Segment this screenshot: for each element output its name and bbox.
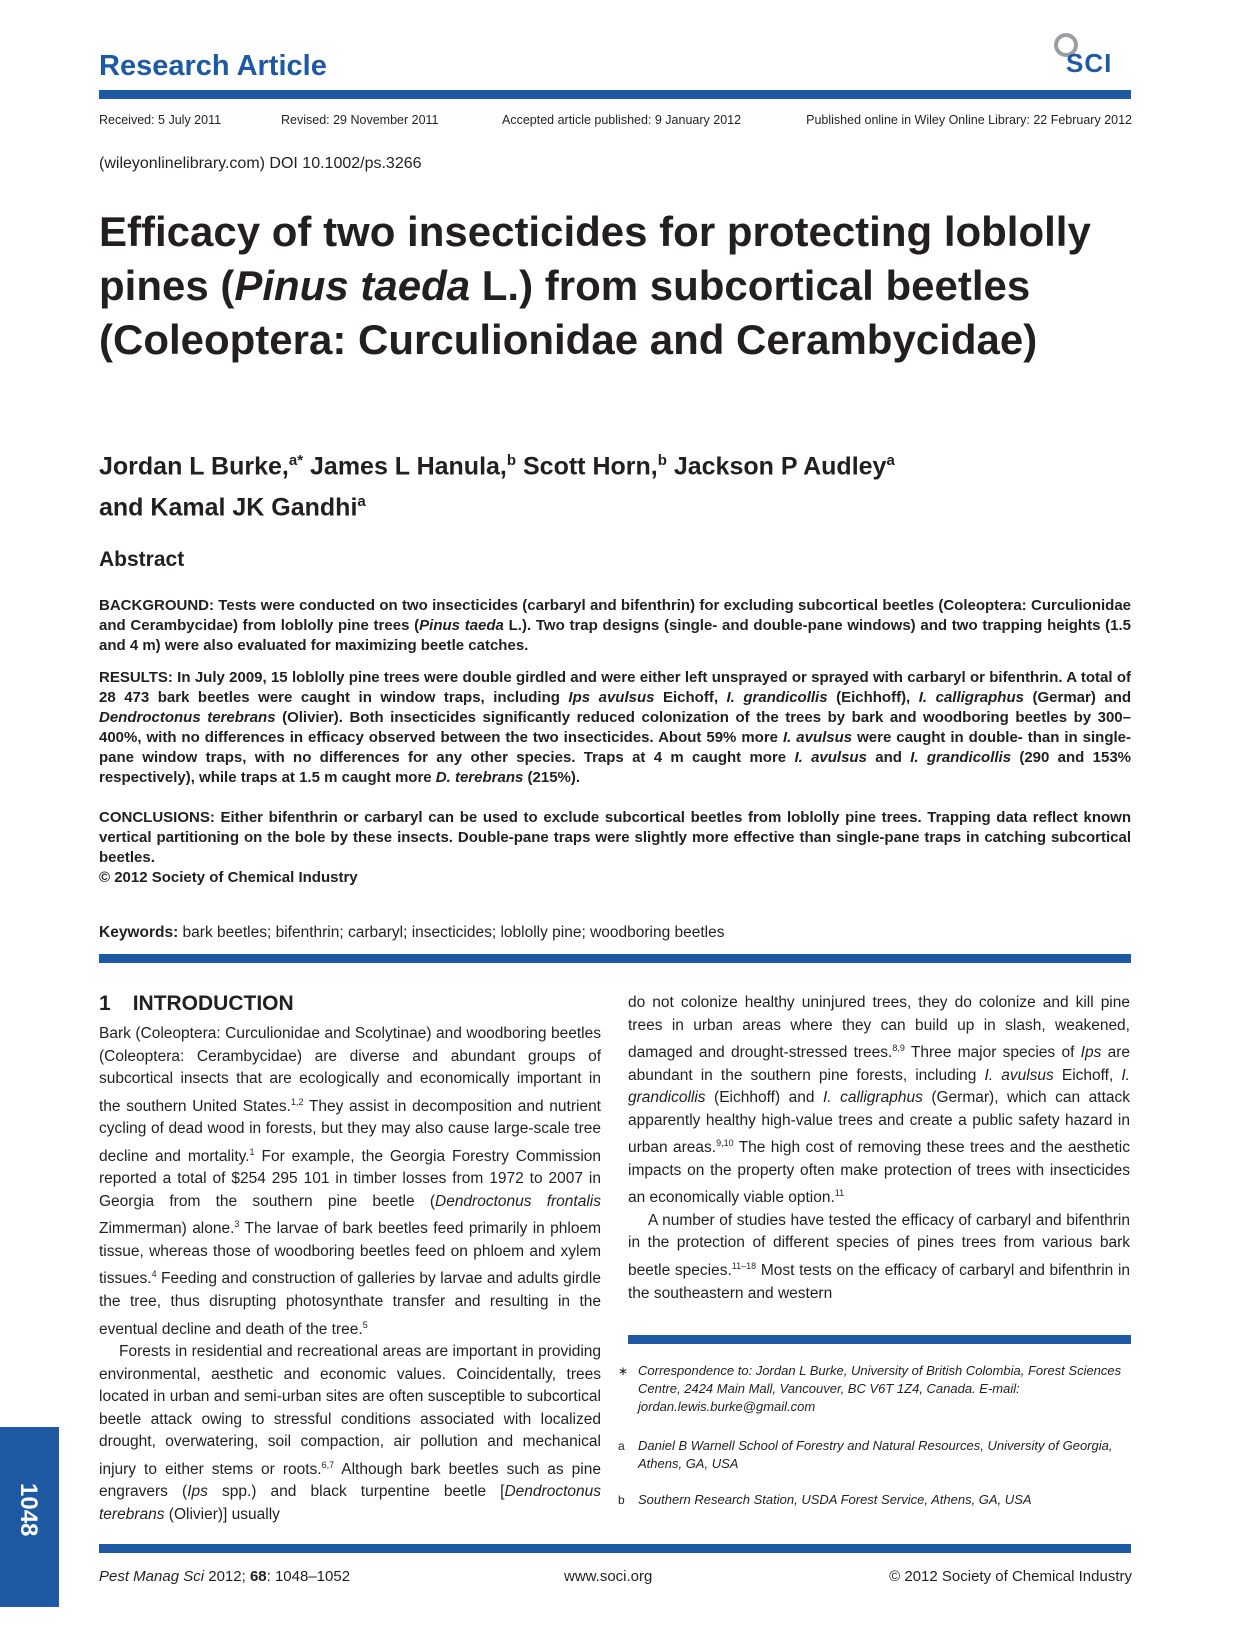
text: (Germar) and [1023,689,1132,706]
footnote-text: Southern Research Station, USDA Forest Service, Athens, GA, USA [638,1492,1032,1507]
species-name: I. avulsus [794,749,867,766]
footnote-mark: b [618,1493,625,1507]
species-name: I. grandicollis [628,1066,1130,1107]
footnote-text: Correspondence to: Jordan L Burke, University of British Colombia, Forest Sciences Centre, 2424 Main Mall, Vancouver, BC V6T 1Z4, Canada. E-mail: jordan.lewis.burke@gmail.com [638,1363,1122,1414]
left-column [99,1023,601,1526]
species-name: I. calligraphus [918,689,1024,706]
text: L.). Two trap designs (single- and double-pane windows) and two trapping heights (1.5 and 4 m) were also evaluated for maximizing beetle catches. [99,617,1131,654]
author-affiliation: b [506,452,517,469]
abstract-rule [99,954,1131,963]
text: Eichoff, [654,689,727,706]
text: (Olivier). Both insecticides significantly reduced colonization of the trees by bark and woodboring beetles by 300–400%, with no differences in efficacy observed between the two insecticides. About 59% more [99,709,1131,746]
abstract-results [99,668,1131,788]
footer-rule [99,1544,1131,1553]
text: Although bark beetles such as pine engravers ( [99,1460,601,1501]
author-affiliation: a [886,452,895,469]
page-number-tab [0,1427,59,1607]
text: (Olivier)] usually [164,1505,280,1523]
article-title [99,205,1139,367]
author-affiliation: a* [288,452,304,469]
citation: 11 [834,1188,845,1199]
abstract-conclusions [99,808,1131,888]
title-part-1: Efficacy of two insecticides for protecting loblolly pines ( [99,208,1091,309]
page-number: 1048 [15,1483,42,1537]
footnote-affiliation-b [618,1491,1132,1509]
text: (215%). [523,769,581,786]
footer-copyright: © 2012 Society of Chemical Industry [889,1568,1132,1585]
footnote-mark: ∗ [618,1364,629,1378]
text: (Eichhoff) and [705,1089,823,1107]
text: do not colonize healthy uninjured trees, they do colonize and kill pine trees in urban areas where they can build up in slash, weakened, damaged and drought-stressed trees. [628,994,1130,1062]
text: were caught in double- than in single-pane window traps, with no differences for any other species. Traps at 4 m caught more [99,729,1131,766]
sci-logo [1052,30,1134,84]
species-name: Pinus taeda [419,617,504,634]
species-name: Ips [187,1483,208,1501]
text: spp.) and black turpentine beetle [ [207,1483,505,1501]
footnote-rule [628,1335,1131,1344]
accepted-date: Accepted article published: 9 January 2012 [502,113,742,127]
section-label: Research Article [99,50,327,82]
text: Bark (Coleoptera: Curculionidae and Scolytinae) and woodboring beetles (Coleoptera: Cerambycidae) are diverse and abundant groups of subcortical insects that are ecologically and economically important in the southern United States. [99,1025,601,1115]
author-list [99,443,1139,526]
text: A number of studies have tested the efficacy of carbaryl and bifenthrin in the protection of different species of pines trees from various bark beetle species. [628,1211,1130,1280]
author-name: Jordan L Burke, [99,452,289,481]
revised-date: Revised: 29 November 2011 [281,113,439,127]
text: The high cost of removing these trees and the aesthetic impacts on the property often make protection of trees with insecticides an economically viable option. [628,1139,1130,1207]
text: Feeding and construction of galleries by larvae and adults girdle the tree, thus disrupting photosynthate transfer and resulting in the eventual decline and death of the tree. [99,1270,601,1338]
author-affiliation: b [657,452,667,469]
text: The larvae of bark beetles feed primarily in phloem tissue, whereas those of woodboring beetles feed on phloem and xylem tissues. [99,1220,601,1288]
author-name: and Kamal JK Gandhi [99,493,358,522]
citation: 6,7 [321,1459,335,1470]
keywords-text: bark beetles; bifenthrin; carbaryl; insecticides; loblolly pine; woodboring beetles [178,924,725,941]
footnote-correspondence [618,1362,1132,1416]
header-rule [99,90,1131,99]
text: Forests in residential and recreational areas are important in providing environmental, aesthetic and economic values. Coincidentally, trees located in urban and semi-urban sites are often susceptible to subcortical beetle attack owing to stressful conditions associated with localized drought, overwatering, soil compaction, air pollution and mechanical injury to either stems or roots. [99,1343,601,1478]
citation: 5 [362,1319,368,1330]
citation: 1 [249,1146,255,1157]
citation: 8,9 [892,1043,905,1053]
abstract-background [99,596,1131,656]
species-name: Ips avulsus [568,689,655,706]
text: CONCLUSIONS: Either bifenthrin or carbaryl can be used to exclude subcortical beetles from loblolly pine trees. Trapping data reflect known vertical partitioning on the bole by these insects. Double-pane traps were slightly more effective than single-pane traps in catching subcortical beetles. [99,809,1131,866]
author-name: Scott Horn, [523,452,658,481]
published-date: Published online in Wiley Online Library: 22 February 2012 [806,113,1132,127]
text: (Germar), which can attack apparently healthy high-value trees and create a public safety hazard in urban areas. [628,1089,1130,1157]
species-name: D. terebrans [435,769,524,786]
paragraph [99,1023,601,1341]
text: RESULTS: In July 2009, 15 loblolly pine trees were double girdled and were either left unsprayed or sprayed with carbaryl or bifenthrin. A total of 28 473 bark beetles were caught in window traps, including [99,669,1131,706]
author-name: James L Hanula, [310,452,507,481]
title-part-2: L.) from subcortical beetles (Coleoptera: Curculionidae and Cerambycidae) [99,262,1038,363]
received-date: Received: 5 July 2011 [99,113,222,127]
text: (290 and 153% respectively), while traps at 1.5 m caught more [99,749,1132,786]
keywords [99,924,725,942]
text: and [866,749,911,766]
citation: 1,2 [290,1096,304,1107]
text: (Eichhoff), [827,689,919,706]
species-name: Dendroctonus frontalis [435,1192,601,1210]
logo-text: SCI [1066,48,1113,78]
footnote-affiliation-a [618,1437,1132,1473]
text: BACKGROUND: Tests were conducted on two insecticides (carbaryl and bifenthrin) for excluding subcortical beetles (Coleoptera: Curculionidae and Cerambycidae) from loblolly pine trees ( [99,597,1131,634]
species-name: Dendroctonus terebrans [99,1483,601,1523]
text: For example, the Georgia Forestry Commission reported a total of $254 295 101 in timber losses from 1972 to 2007 in Georgia from the southern pine beetle ( [99,1147,602,1210]
species-name: I. grandicollis [726,689,828,706]
volume: 68 [249,1568,267,1585]
section-number: 1 [99,992,111,1015]
species-name: I. avulsus [782,729,853,746]
text: Eichoff, [1053,1066,1122,1084]
species-name: I. avulsus [984,1066,1054,1084]
author-affiliation: a [357,493,366,511]
title-italic: Pinus taeda [234,262,471,309]
paragraph [628,1210,1130,1305]
abstract-copyright: © 2012 Society of Chemical Industry [99,869,358,886]
text: are abundant in the southern pine forests, including [628,1044,1130,1084]
doi: (wileyonlinelibrary.com) DOI 10.1002/ps.3266 [99,155,422,172]
right-column [628,992,1130,1305]
text: They assist in decomposition and nutrient cycling of dead wood in forests, but they may also cause large-scale tree decline and mortality. [99,1097,601,1165]
footnote-text: Daniel B Warnell School of Forestry and Natural Resources, University of Georgia, Athens, GA, USA [638,1438,1113,1471]
species-name: I. calligraphus [822,1089,923,1107]
text: Most tests on the efficacy of carbaryl and bifenthrin in the southeastern and western [628,1262,1131,1302]
citation: 9,10 [716,1138,734,1149]
text: Zimmerman) alone. [99,1220,235,1238]
citation: 3 [234,1219,240,1230]
author-name: Jackson P Audley [673,452,887,481]
journal-citation [99,1568,350,1585]
paragraph [628,992,1130,1210]
citation: 11–18 [731,1260,757,1271]
species-name: Ips [1080,1044,1102,1062]
journal-name: Pest Manag Sci [99,1568,205,1585]
species-name: I. grandicollis [910,749,1012,766]
citation: 4 [151,1269,157,1280]
keywords-label: Keywords: [99,924,179,941]
footnote-mark: a [618,1439,625,1453]
abstract-heading: Abstract [99,548,185,571]
paragraph [99,1341,601,1526]
text: : 1048–1052 [266,1568,351,1585]
journal-url[interactable]: www.soci.org [564,1568,653,1585]
text: 2012; [204,1568,250,1585]
text: Three major species of [904,1044,1081,1062]
section-title: INTRODUCTION [132,992,294,1015]
section-heading-introduction [99,992,294,1016]
species-name: Dendroctonus terebrans [99,709,276,726]
